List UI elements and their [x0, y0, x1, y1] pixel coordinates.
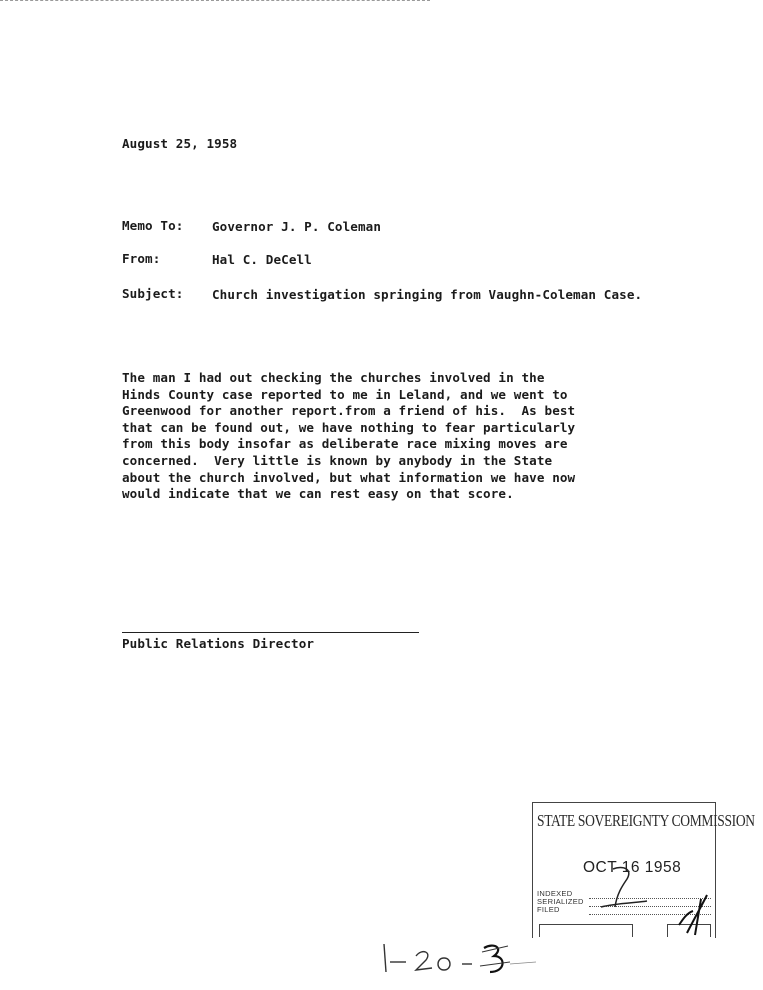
stamp-field-indexed: INDEXED [537, 889, 573, 898]
handwritten-file-number [380, 936, 540, 980]
scan-top-edge [0, 0, 430, 1]
memo-date: August 25, 1958 [122, 136, 238, 151]
memo-body-line: Hinds County case reported to me in Leland, and we went to [122, 386, 568, 402]
memo-to-label: Memo To: [122, 218, 184, 233]
received-stamp [532, 802, 755, 938]
stamp-handwritten-initials-icon [583, 863, 713, 939]
memo-from-label: From: [122, 251, 161, 266]
memo-body-line: that can be found out, we have nothing to fear particularly [122, 419, 576, 435]
stamp-fields [537, 890, 584, 914]
stamp-field-serialized: SERIALIZED [537, 897, 584, 906]
stamp-title: STATE SOVEREIGNTY COMMISSION [537, 811, 755, 830]
memo-subject-value: Church investigation springing from Vaughn-Coleman Case. [212, 287, 643, 302]
memo-from-value: Hal C. DeCell [212, 252, 312, 267]
signature-line [122, 632, 419, 633]
memo-body-line: about the church involved, but what information we have now [122, 469, 576, 485]
memo-body [122, 370, 682, 503]
memo-body-line: from this body insofar as deliberate race mixing moves are [122, 436, 568, 452]
memo-body-line: The man I had out checking the churches involved in the [122, 370, 545, 385]
memo-body-line: would indicate that we can rest easy on that score. [122, 486, 514, 502]
stamp-field-filed: FILED [537, 905, 560, 914]
signature-title: Public Relations Director [122, 636, 315, 651]
memo-to-value: Governor J. P. Coleman [212, 219, 382, 234]
memo-subject-label: Subject: [122, 286, 184, 301]
memo-body-line: concerned. Very little is known by anybody in the State [122, 452, 553, 468]
stamp-date: OCT 16 1958 [583, 859, 682, 876]
memo-body-line: Greenwood for another report.from a friend of his. As best [122, 403, 576, 419]
